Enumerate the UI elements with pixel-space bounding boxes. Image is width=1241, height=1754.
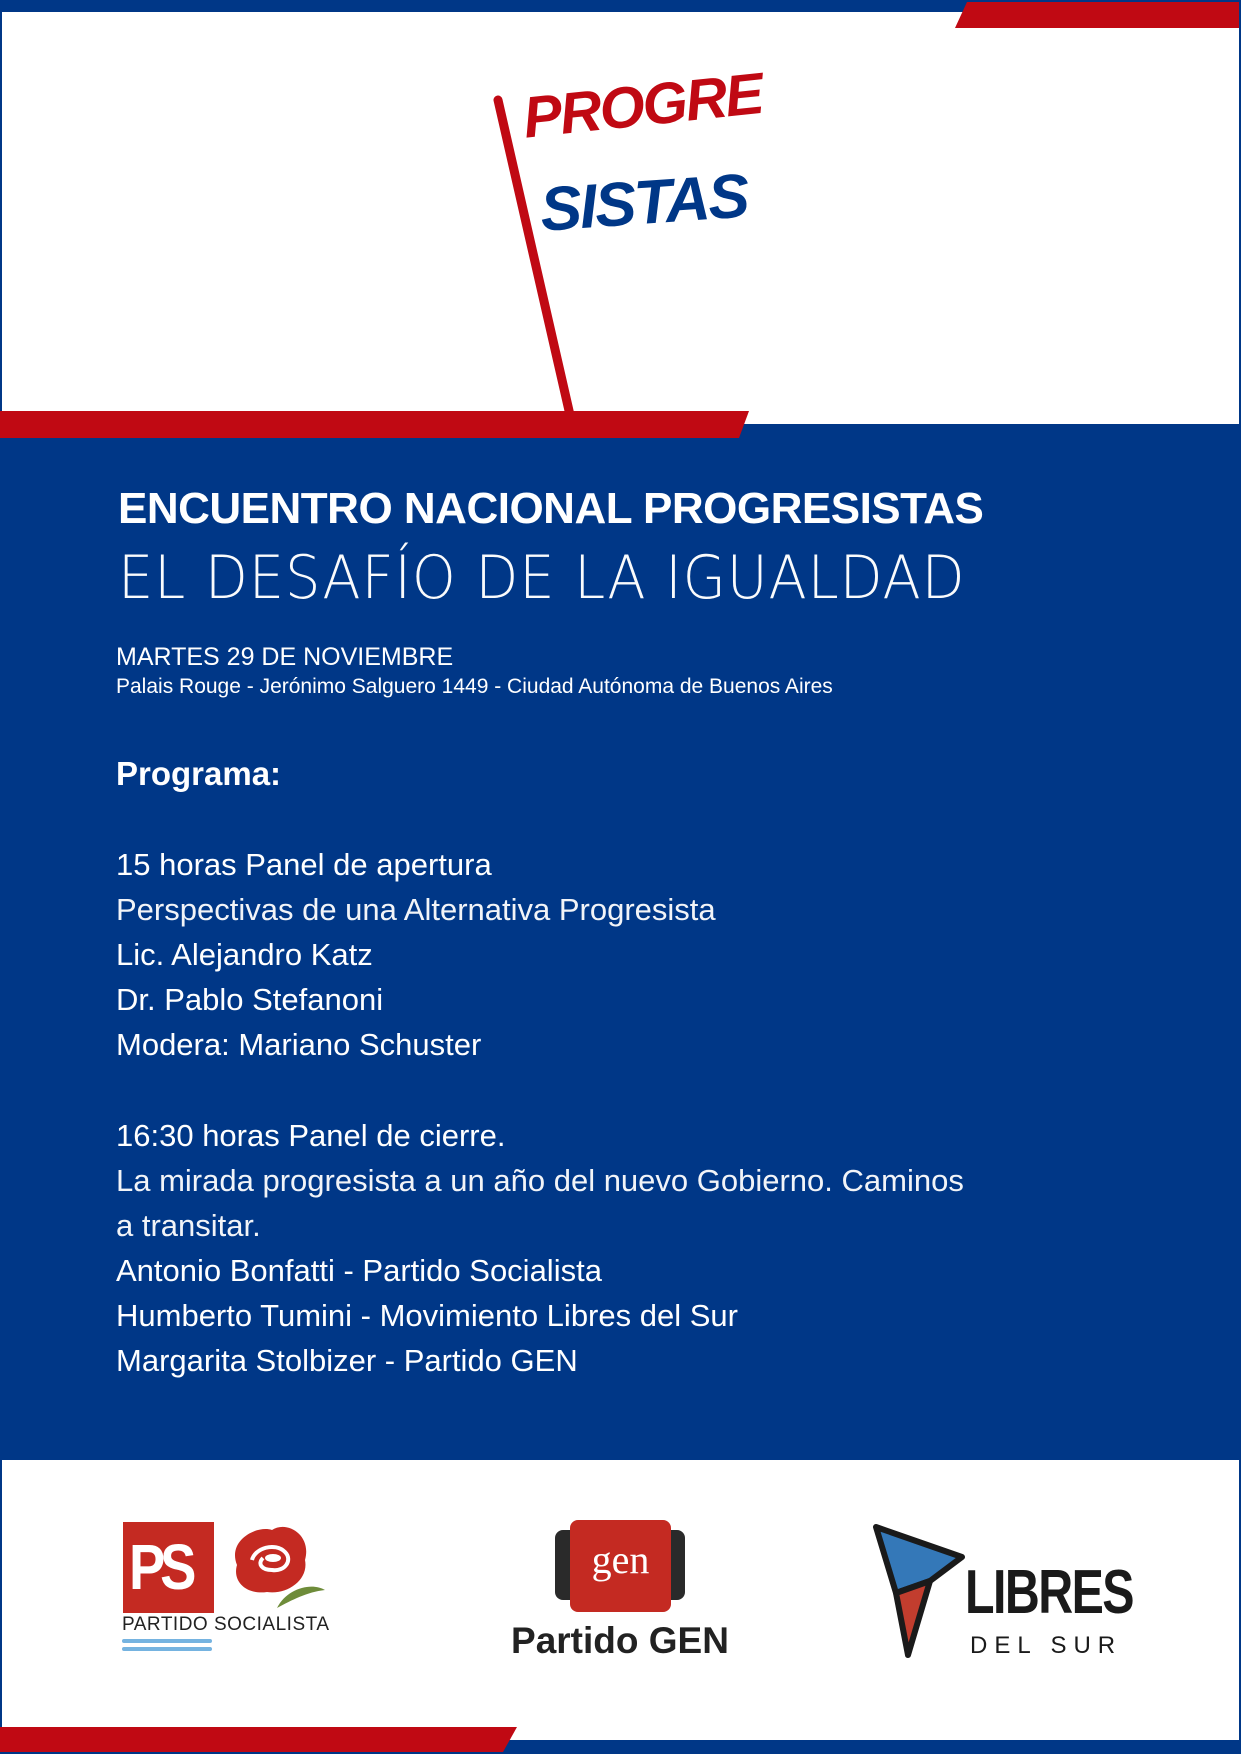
gen-label-regular: Partido (511, 1620, 649, 1661)
progresistas-logo (490, 60, 770, 415)
gen-mark-text: gen (591, 1537, 650, 1582)
logo-line-progre: PROGRE (520, 60, 765, 151)
event-subtitle: EL DESAFÍO DE LA IGUALDAD (118, 543, 966, 613)
event-date: MARTES 29 DE NOVIEMBRE (116, 643, 454, 671)
panel-1-theme: Perspectivas de una Alternativa Progresista (116, 892, 716, 927)
libres-mark: LIBRES (965, 1558, 1133, 1627)
panel-2-theme-line2: a transitar. (116, 1208, 261, 1243)
gen-label-bold: GEN (648, 1620, 729, 1661)
top-red-stripe (955, 2, 1241, 28)
rose-icon (217, 1520, 327, 1610)
panel-1-speaker: Dr. Pablo Stefanoni (116, 982, 384, 1017)
panel-2-title: 16:30 horas Panel de cierre. (116, 1118, 506, 1153)
logo-partido-gen (500, 1518, 740, 1661)
argentina-stripe (122, 1639, 212, 1643)
bottom-red-stripe (0, 1727, 517, 1752)
event-venue: Palais Rouge - Jerónimo Salguero 1449 - Ciudad Autónoma de Buenos Aires (116, 675, 833, 698)
logo-libres-del-sur (870, 1515, 1133, 1665)
argentina-stripe (122, 1647, 212, 1651)
panel-2-speaker: Margarita Stolbizer - Partido GEN (116, 1343, 578, 1378)
header-red-band (0, 411, 749, 438)
ps-label: PARTIDO SOCIALISTA (122, 1614, 330, 1635)
panel-1-speaker: Lic. Alejandro Katz (116, 937, 373, 972)
logo-line-sistas: SISTAS (538, 161, 750, 245)
panel-2-speaker: Humberto Tumini - Movimiento Libres del Sur (116, 1298, 738, 1333)
panel-1-moderator: Modera: Mariano Schuster (116, 1027, 482, 1062)
panel-1-title: 15 horas Panel de apertura (116, 847, 492, 882)
program-heading: Programa: (116, 755, 282, 792)
ps-mark (123, 1522, 214, 1613)
gen-mark (570, 1520, 671, 1612)
libres-label: DEL SUR (970, 1632, 1123, 1659)
map-triangle-icon (870, 1515, 970, 1660)
event-title: ENCUENTRO NACIONAL PROGRESISTAS (118, 484, 984, 533)
panel-2-speaker: Antonio Bonfatti - Partido Socialista (116, 1253, 602, 1288)
gen-label (500, 1620, 740, 1662)
logo-partido-socialista (122, 1520, 342, 1640)
ps-mark-text: PS (129, 1531, 192, 1603)
panel-2-theme-line1: La mirada progresista a un año del nuevo Gobierno. Caminos (116, 1163, 964, 1198)
